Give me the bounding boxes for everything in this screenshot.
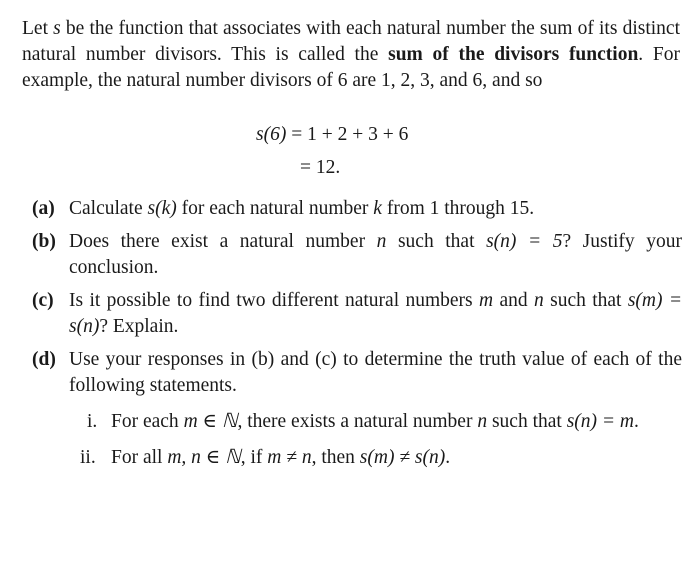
part-math: s(k) <box>147 198 177 219</box>
subpart-text: For each <box>111 411 184 432</box>
subpart-text: such that <box>487 411 567 432</box>
part-b <box>22 229 682 281</box>
subpart-i <box>69 409 682 435</box>
part-text: Calculate <box>69 198 148 219</box>
part-label: (d) <box>32 349 56 370</box>
subpart-text: For all <box>111 447 168 468</box>
subpart-label: ii. <box>80 447 96 468</box>
part-d <box>22 347 682 471</box>
part-text: Is it possible to find two different natural numbers <box>69 290 480 311</box>
part-math: s(m) = s(n) <box>69 290 683 337</box>
part-c <box>22 288 682 340</box>
part-text: Does there exist a natural number <box>69 231 377 252</box>
part-text: from 1 through 15. <box>381 198 535 219</box>
subpart-label: i. <box>87 411 98 432</box>
part-text: such that <box>543 290 628 311</box>
part-label: (a) <box>32 198 55 219</box>
part-text: and <box>493 290 534 311</box>
equation-lhs: s(6) <box>256 124 287 145</box>
part-math: n <box>376 231 387 252</box>
intro-math-s: s <box>53 18 61 39</box>
equation-row-1 <box>256 122 408 148</box>
intro-text: Let <box>22 18 54 39</box>
equation-row2-rhs: = 12. <box>300 157 341 178</box>
subpart-math: m ≠ n <box>267 447 312 468</box>
part-text: for each natural number <box>176 198 374 219</box>
subpart-text: , there exists a natural number <box>237 411 478 432</box>
part-text: Use your responses in (b) and (c) to determine the truth value of each of the following statements. <box>69 349 682 396</box>
subpart-text: , then <box>311 447 360 468</box>
part-math: m <box>479 290 494 311</box>
subpart-ii <box>69 445 682 471</box>
part-a <box>22 196 682 222</box>
subpart-math: s(n) = m <box>566 411 635 432</box>
part-label: (b) <box>32 231 56 252</box>
subpart-text: . <box>445 447 451 468</box>
subpart-math: m ∈ ℕ <box>183 411 238 432</box>
part-math: k <box>373 198 382 219</box>
intro-text: . For example, the natural number divisors of 6 are 1, 2, 3, and 6, and so <box>22 44 680 91</box>
subpart-math: m, n ∈ ℕ <box>167 447 241 468</box>
subpart-text: , if <box>240 447 268 468</box>
equation-row1-rhs: = 1 + 2 + 3 + 6 <box>291 124 409 145</box>
intro-text: be the function that associates with each natural number the sum of its distinct natural number divisors. This is called the <box>22 18 680 65</box>
part-math: s(n) = 5 <box>486 231 563 252</box>
part-text: ? Justify your conclusion. <box>69 231 682 278</box>
subpart-math: n <box>477 411 488 432</box>
part-text: ? Explain. <box>99 316 179 337</box>
part-math: n <box>534 290 544 311</box>
part-text: such that <box>386 231 487 252</box>
exercise-parts <box>22 196 682 478</box>
intro-paragraph <box>22 16 680 94</box>
intro-bold-term: sum of the divisors function <box>388 44 639 65</box>
subpart-math: s(m) ≠ s(n) <box>359 447 446 468</box>
subpart-text: . <box>634 411 639 432</box>
equation-row-2 <box>300 155 340 181</box>
part-label: (c) <box>32 290 54 311</box>
